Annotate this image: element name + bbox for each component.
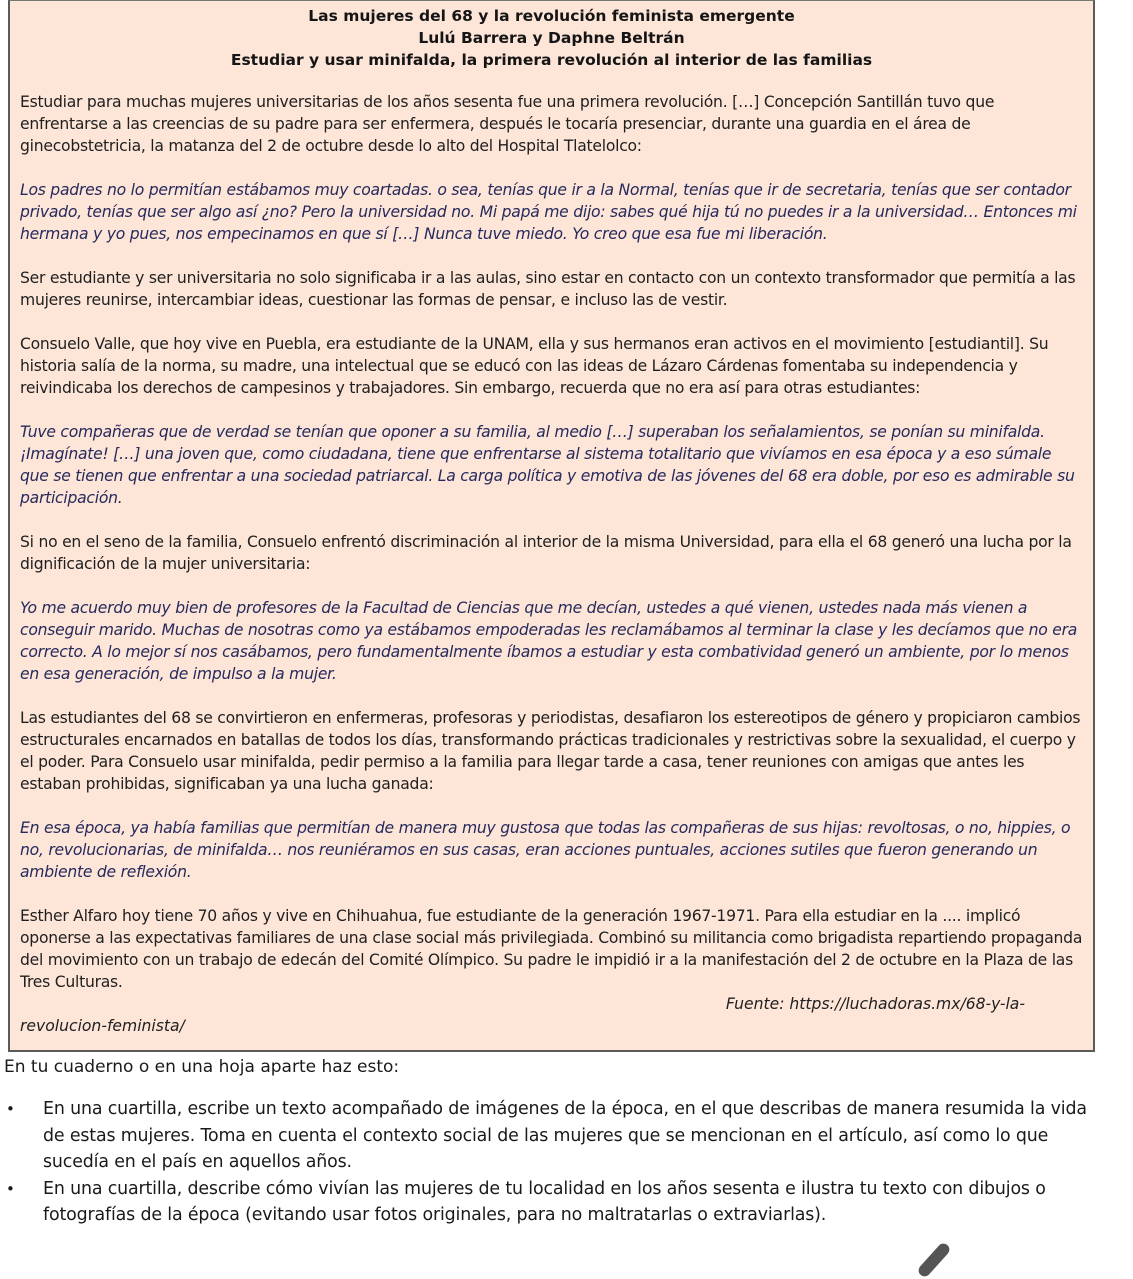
activity-intro: En tu cuaderno o en una hoja aparte haz esto: — [4, 1057, 400, 1077]
pen-stroke-mark — [916, 1241, 952, 1279]
paragraph: Las estudiantes del 68 se convirtieron en enfermeras, profesoras y periodistas, desafiaron los estereotipos de género y propiciaron cambios estructurales encarnados en batallas de todos los días, transformando prácticas tradicionales y restrictivas sobre la sexualidad, el cuerpo y el poder. Para Consuelo usar minifalda, pedir permiso a la familia para llegar tarde a casa, tener reuniones con amigas que antes les estaban prohibidas, significaban ya una lucha ganada: — [20, 709, 1081, 793]
paragraph: Si no en el seno de la familia, Consuelo enfrentó discriminación al interior de la misma Universidad, para ella el 68 generó una lucha por la dignificación de la mujer universitaria: — [20, 533, 1072, 573]
article-authors: Lulú Barrera y Daphne Beltrán — [418, 29, 685, 47]
article-subtitle: Estudiar y usar minifalda, la primera revolución al interior de las familias — [230, 51, 873, 69]
activity-task — [0, 1176, 1110, 1229]
testimony-quote: Tuve compañeras que de verdad se tenían que oponer a su familia, al medio […] superaban los señalamientos, se ponían su minifalda. ¡Imagínate! […] una joven que, como ciudadana, tiene que enfrentarse al sistema totalitario que vivíamos en esa época y a eso súmale que se tienen que enfrentar a una sociedad patriarcal. La carga política y emotiva de las jóvenes del 68 era doble, por eso es admirable su participación. — [20, 423, 1075, 507]
paragraph: Consuelo Valle, que hoy vive en Puebla, era estudiante de la UNAM, ella y sus hermanos eran activos en el movimiento [estudiantil]. Su historia salía de la norma, su madre, una intelectual que se educó con las ideas de Lázaro Cárdenas fomentaba su independencia y reivindicaba los derechos de campesinos y trabajadores. Sin embargo, recuerda que no era así para otras estudiantes: — [20, 335, 1049, 397]
paragraph: Estudiar para muchas mujeres universitarias de los años sesenta fue una primera revolución. […] Concepción Santillán tuvo que enfrentarse a las creencias de su padre para ser enfermera, después le tocaría presenciar, durante una guardia en el área de ginecobstetricia, la matanza del 2 de octubre desde lo alto del Hospital Tlatelolco: — [20, 93, 995, 155]
source-citation-continued: revolucion-feminista/ — [20, 1017, 185, 1035]
paragraph: Esther Alfaro hoy tiene 70 años y vive en Chihuahua, fue estudiante de la generación 1967-1971. Para ella estudiar en la .... implicó oponerse a las expectativas familiares de una clase social más privilegiada. Combinó su militancia como brigadista repartiendo propaganda del movimiento con un trabajo de edecán del Comité Olímpico. Su padre le impidió ir a la manifestación del 2 de octubre en la Plaza de las Tres Culturas. — [20, 907, 1083, 991]
activity-task-list — [0, 1096, 1110, 1229]
testimony-quote: Los padres no lo permitían estábamos muy coartadas. o sea, tenías que ir a la Normal, tenías que ir de secretaria, tenías que ser contador privado, tenías que ser algo así ¿no? Pero la universidad no. Mi papá me dijo: sabes qué hija tú no puedes ir a la universidad… Entonces mi hermana y yo pues, nos empecinamos en que sí […] Nunca tuve miedo. Yo creo que esa fue mi liberación. — [20, 181, 1077, 243]
task-text: En una cuartilla, escribe un texto acompañado de imágenes de la época, en el que describas de manera resumida la vida de estas mujeres. Toma en cuenta el contexto social de las mujeres que se mencionan en el artículo, así como lo que sucedía en el país en aquellos años. — [43, 1099, 1087, 1172]
source-citation: Fuente: https://luchadoras.mx/68-y-la- — [725, 995, 1025, 1013]
article-title: Las mujeres del 68 y la revolución feminista emergente — [308, 7, 795, 25]
bullet-icon: • — [6, 1179, 15, 1198]
testimony-quote: En esa época, ya había familias que permitían de manera muy gustosa que todas las compañeras de sus hijas: revoltosas, o no, hippies, o no, revolucionarias, de minifalda… nos reuniéramos en sus casas, eran acciones puntuales, acciones sutiles que fueron generando un ambiente de reflexión. — [20, 819, 1071, 881]
task-text: En una cuartilla, describe cómo vivían las mujeres de tu localidad en los años sesenta e ilustra tu texto con dibujos o fotografías de la época (evitando usar fotos originales, para no maltratarlas o extraviarlas). — [43, 1178, 1046, 1225]
activity-task — [0, 1096, 1110, 1176]
testimony-quote: Yo me acuerdo muy bien de profesores de la Facultad de Ciencias que me decían, ustedes a qué vienen, ustedes nada más vienen a conseguir marido. Muchas de nosotras como ya estábamos empoderadas les reclamábamos al terminar la clase y les decíamos que no era correcto. A lo mejor sí nos casábamos, pero fundamentalmente íbamos a estudiar y esta combatividad generó un ambiente, por lo menos en esa generación, de impulso a la mujer. — [20, 599, 1078, 683]
bullet-icon: • — [6, 1100, 15, 1118]
article-box — [8, 0, 1095, 1052]
paragraph: Ser estudiante y ser universitaria no solo significaba ir a las aulas, sino estar en contacto con un contexto transformador que permitía a las mujeres reunirse, intercambiar ideas, cuestionar las formas de pensar, e incluso las de vestir. — [20, 269, 1076, 309]
